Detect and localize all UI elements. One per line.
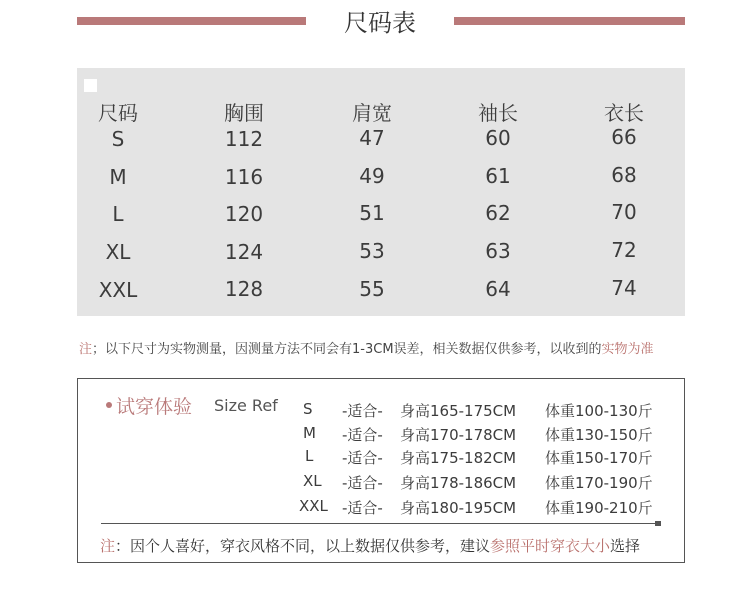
table-cell: XXL [98,278,138,302]
table-cell: 60 [485,126,511,150]
fit-size: M [303,424,316,442]
title-bar-right [454,17,685,25]
note-highlight: 实物为准 [601,342,654,357]
page-title: 尺码表 [344,9,416,37]
table-cell: S [111,127,125,151]
fit-title: 试穿体验 [116,396,193,418]
table-cell: 124 [224,240,264,264]
fit-size: XL [303,472,322,490]
table-header-size: 尺码 [98,101,138,125]
fit-label: -适合- [342,499,383,517]
fit-height: 身高180-195CM [400,499,517,517]
table-cell: 68 [611,163,637,187]
note-highlight: 参照平时穿衣大小 [490,537,611,555]
table-header-shoulder: 肩宽 [352,101,392,125]
fit-weight: 体重170-190斤 [545,474,653,492]
table-cell: 112 [224,127,264,151]
table-cell: L [112,202,124,226]
table-cell: 120 [224,202,264,226]
fit-height: 身高175-182CM [400,449,517,467]
fit-size: XXL [299,497,328,515]
table-cell: 116 [224,165,264,189]
table-cell: 72 [611,238,637,262]
title-bar-left [77,17,306,25]
fit-label: -适合- [342,474,383,492]
table-cell: 70 [611,200,637,224]
divider [101,523,659,524]
table-cell: 62 [485,201,511,225]
note-prefix: 注 [79,342,93,357]
table-cell: 61 [485,164,511,188]
table-cell: 47 [359,126,385,150]
table-cell: 128 [224,277,264,301]
fit-note [100,535,640,556]
fit-height: 身高178-186CM [400,474,517,492]
fit-size: L [305,447,314,465]
fit-weight: 体重100-130斤 [545,402,653,420]
table-cell: 51 [359,201,385,225]
fit-weight: 体重130-150斤 [545,426,653,444]
table-header-chest: 胸围 [224,101,264,125]
fit-size: S [303,400,313,418]
table-header-length: 衣长 [604,101,644,125]
table-cell: 74 [611,276,637,300]
note-text: ：因个人喜好，穿衣风格不同，以上数据仅供参考，建议 [115,537,491,555]
table-cell: 64 [485,277,511,301]
fit-height: 身高170-178CM [400,426,517,444]
table-header-sleeve: 袖长 [478,101,518,125]
note-prefix: 注 [100,537,116,555]
fit-weight: 体重190-210斤 [545,499,653,517]
table-cell: 63 [485,239,511,263]
fit-subtitle: Size Ref [214,396,278,415]
bullet-dot [106,402,112,408]
divider-end [655,521,661,526]
fit-label: -适合- [342,402,383,420]
note-text: ；以下尺寸为实物测量，因测量方法不同会有1-3CM误差，相关数据仅供参考，以收到的 [92,342,602,357]
fit-label: -适合- [342,449,383,467]
table-checkbox [84,79,97,92]
table-cell: M [109,165,127,189]
table-cell: 53 [359,239,385,263]
measurement-note [79,338,654,357]
fit-height: 身高165-175CM [400,402,517,420]
table-cell: XL [105,240,131,264]
table-cell: 66 [611,125,637,149]
fit-label: -适合- [342,426,383,444]
note-suffix: 选择 [610,537,641,555]
fit-weight: 体重150-170斤 [545,449,653,467]
table-cell: 49 [359,164,385,188]
table-cell: 55 [359,277,385,301]
